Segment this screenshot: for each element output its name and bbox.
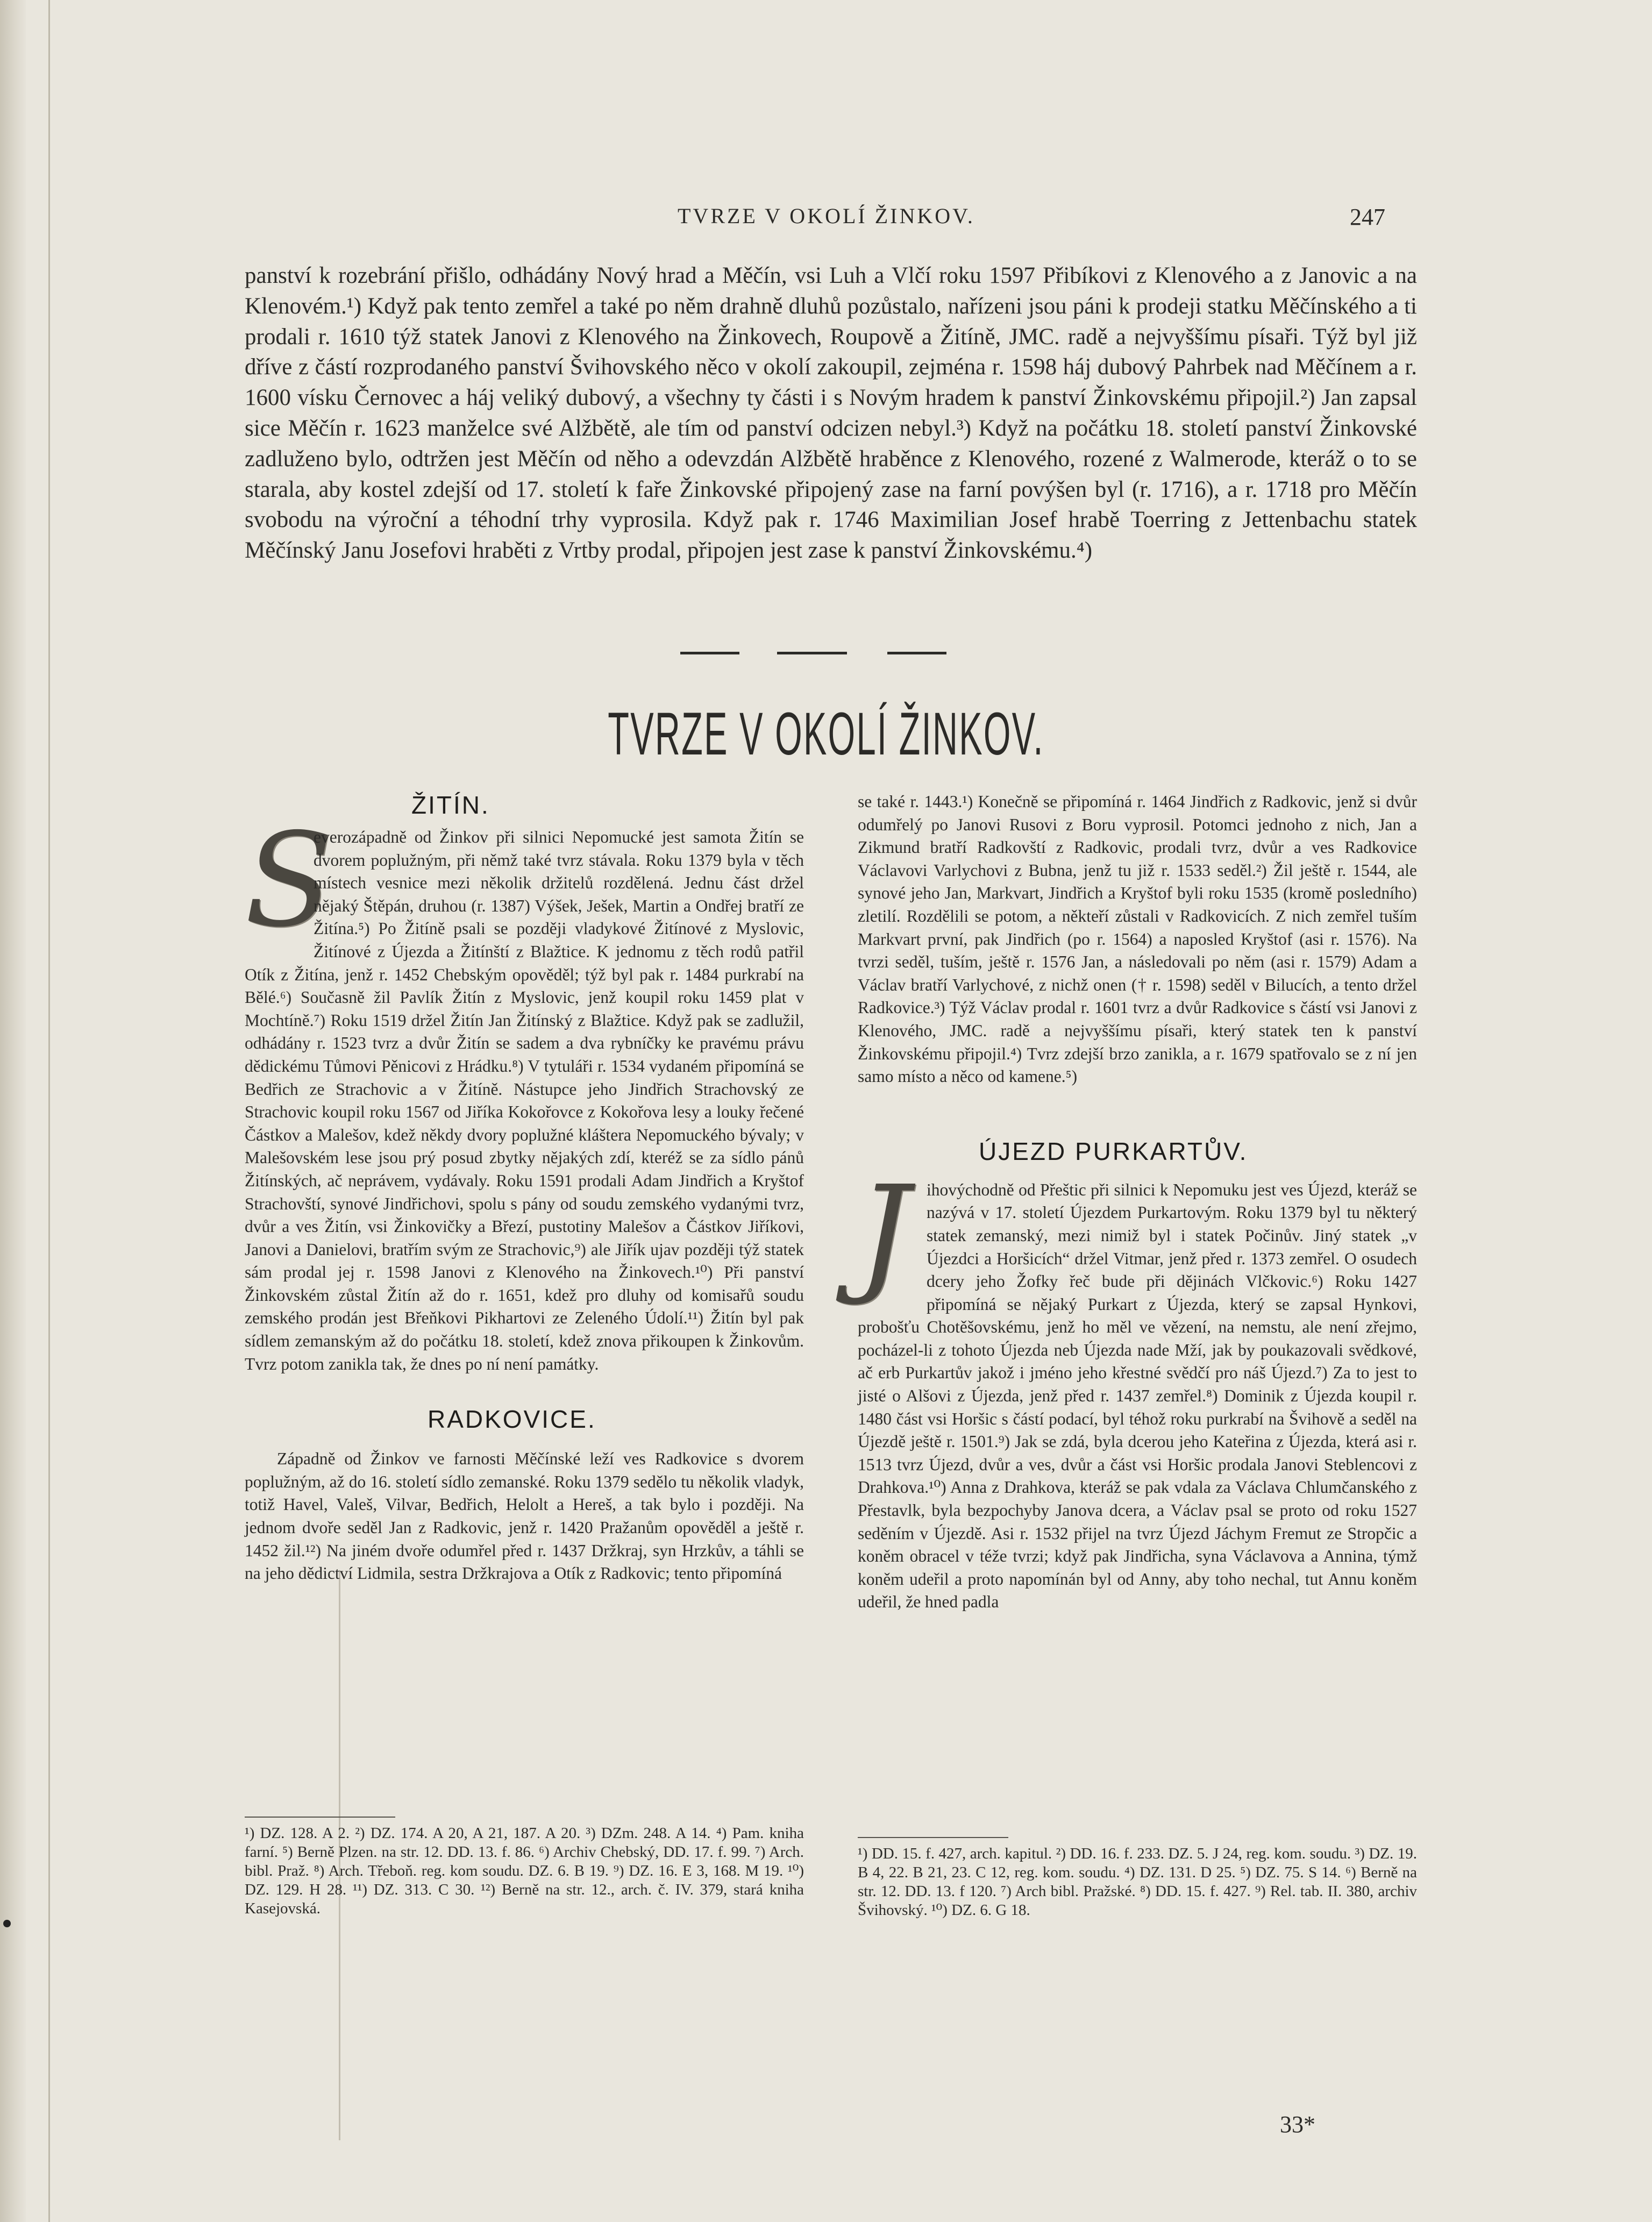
- footnote-rule-right: [858, 1837, 1008, 1838]
- intro-paragraph: panství k rozebrání přišlo, odhádány Nový hrad a Měčín, vsi Luh a Vlčí roku 1597 Přibíkovi z Klenového a z Janovic a na Klenovém.¹) Když pak tento zemřel a také po něm drahně dluhů pozůstalo, nařízeni jsou páni k prodeji statku Měčínského a ti prodali r. 1610 týž statek Janovi z Klenového na Žinkovech, Roupově a Žitíně, JMC. radě a nejvyššímu písaři. Týž byl již dříve z částí rozprodaného panství Švihovského něco v okolí zakoupil, zejména r. 1598 háj dubový Pahrbek nad Měčínem a r. 1600 vísku Černovec a háj veliký dubový, a všechny ty části i s Novým hradem k panství Žinkovskému připojil.²) Jan zapsal sice Měčín r. 1623 manželce své Alžbětě, ale tím od panství odcizen nebyl.³) Když na počátku 18. století panství Žinkovské zadluženo bylo, odtržen jest Měčín od něho a odevzdán Alžbětě hraběnce z Klenového, rozené z Walmerode, kteráž o to se starala, aby kostel zdejší od 17. století k faře Žinkovské připojený zase na farní povýšen byl (r. 1716), a r. 1718 pro Měčín svobodu na výroční a téhodní trhy vyprosila. Když pak r. 1746 Maximilian Josef hrabě Toerring z Jettenbachu statek Měčínský Janu Josefovi hraběti z Vrtby prodal, připojen jest zase k panství Žinkovskému.⁴): [245, 263, 1417, 564]
- footnotes-right: [858, 1837, 1417, 1920]
- section-heading-ujezd: ÚJEZD PURKARTŮV.: [979, 1137, 1248, 1165]
- section-text-ujezd: [858, 1157, 1417, 1614]
- zitin-body: everozápadně od Žinkov při silnici Nepomucké jest samota Žitín se dvorem poplužným, při němž také tvrz stávala. Roku 1379 byla v těch místech vesnice mezi několik držitelů rozdělená. Jednu část držel nějaký Štěpán, druhou (r. 1387) Výšek, Ješek, Martin a Ondřej bratří ze Žitína.⁵) Po Žitíně psali se později vladykové Žitínové z Myslovic, Žitínové z Újezda a Žitínští z Blažtice. K jednomu z těch rodů patřil Otík z Žitína, jenž r. 1452 Chebským opověděl; týž byl pak r. 1484 purkrabí na Bělé.⁶) Současně žil Pavlík Žitín z Myslovic, jenž koupil roku 1459 plat v Mochtíně.⁷) Roku 1519 držel Žitín Jan Žitínský z Blažtice. Když pak se zadlužil, odhádány r. 1523 tvrz a dvůr Žitín se sadem a dva rybníčky ke pravému právu dědickému Tůmovi Pěnicovi z Hrádku.⁸) V tytuláři r. 1534 vydaném připomíná se Bedřich ze Strachovic a v Žitíně. Nástupce jeho Jindřich Strachovský ze Strachovic koupil roku 1567 od Jiříka Kokořovce z Kokořova lesy a louky řečené Částkov a Malešov, kdež někdy dvory poplužné kláštera Nepomuckého bývaly; v Malešovském lese jsou prý posud zbytky nějakých zdí, kteréž se za sídlo pánů Žitínských, ač neprávem, vydávaly. Roku 1591 prodali Adam Jindřich a Kryštof Strachovští, synové Jindřichovi, spolu s pány od soudu zemského vydanými tvrz, dvůr a ves Žitín, vsi Žinkovičky a Březí, pustotiny Malešov a Částkov Jiříkovi, Janovi a Danielovi, bratřím svým ze Strachovic,⁹) ale Jiřík ujav později týž statek sám prodal jej r. 1598 Janovi z Klenového na Žinkovech.¹⁰) Při panství Žinkovském zůstal Žitín až do r. 1651, kdež pro dluhy od komisařů soudu zemského prodán jest Břeňkovi Pikhartovi ze Zeleného Údolí.¹¹) Žitín byl pak sídlem zemanským až do počátku 18. století, kdež znova přikoupen k Žinkovům. Tvrz potom zanikla tak, že dnes po ní není památky.: [245, 828, 804, 1373]
- section-text-radkovice: Západně od Žinkov ve farnosti Měčínské leží ves Radkovice s dvorem poplužným, až do 16. století sídlo zemanské. Roku 1379 sedělo tu několik vladyk, totiž Havel, Valeš, Vilvar, Bedřich, Helolt a Hereš, a tak bylo i později. Na jednom dvoře seděl Jan z Radkovic, jenž r. 1420 Pražanům opověděl a ještě r. 1452 žil.¹²) Na jiném dvoře odumřel před r. 1437 Držkraj, syn Hrzkův, a táhli se na jeho dědictví Lidmila, sestra Držkrajova a Otík z Radkovic; tento připomíná: [245, 1449, 804, 1583]
- separator-center: [777, 652, 847, 654]
- section-text-zitin: [245, 805, 804, 1376]
- edge-mark: [3, 1920, 11, 1927]
- main-title: TVRZE V OKOLÍ ŽINKOV.: [608, 700, 1044, 767]
- right-column: [858, 790, 1417, 1614]
- radkovice-continuation: se také r. 1443.¹) Konečně se připomíná r. 1464 Jindřich z Radkovic, jenž si dvůr odumřelý po Janovi Rusovi z Boru vyprosil. Potomci jednoho z nich, Jan a Zikmund bratří Radkovští z Radkovic, prodali tvrz, dvůr a ves Radkovice Václavovi Varlychovi z Bubna, jenž tu již r. 1533 seděl.²) Žil ještě r. 1544, ale synové jeho Jan, Markvart, Jindřich a Kryštof byli roku 1535 (kromě posledního) zletilí. Rozdělili se potom, a někteří zůstali v Radkovicích. Z nich zemřel tuším Markvart první, pak Jindřich (po r. 1564) a naposled Kryštof (asi r. 1576). Na tvrzi seděl, tuším, ještě r. 1576 Jan, a následovali po něm (asi r. 1579) Adam a Václav bratří Varlychové, z nichž onen († r. 1598) seděl v Bilucích, a tento držel Radkovice.³) Týž Václav prodal r. 1601 tvrz a dvůr Radkovice s částí vsi Janovi z Klenového, JMC. radě a nejvyššímu písaři, který statek ten k panství Žinkovskému připojil.⁴) Tvrz zdejší brzo zanikla, a r. 1679 spatřovalo se z ní jen samo místo a něco od kamene.⁵): [858, 792, 1417, 1086]
- book-gutter: [0, 0, 26, 2222]
- footnotes-left: [245, 1817, 804, 1918]
- dropcap-j: J: [858, 1157, 910, 1308]
- signature-mark: 33*: [1280, 2111, 1315, 2138]
- ujezd-body: ihovýchodně od Přeštic při silnici k Nepomuku jest ves Újezd, kteráž se nazývá v 17. století Újezdem Purkartovým. Roku 1379 byl tu některý statek zemanský, mezi nimiž byl i statek Počinův. Jiný statek „v Újezdci a Horšicích“ držel Vitmar, jenž před r. 1373 zemřel. O osudech dcery jeho Žofky řeč bude při dějinách Vlčkovic.⁶) Roku 1427 připomíná se nějaký Purkart z Újezda, který se zapsal Hynkovi, probošťu Chotěšovskému, jenž ho měl ve vězení, na nemstu, ale není zřejmo, pocházel-li z tohoto Újezda neb Újezda nade Mží, jak by poukazovali svědkové, ač erb Purkartův jakož i jméno jeho křestné svědčí pro náš Újezd.⁷) Za to jest to jisté o Alšovi z Újezda, jenž před r. 1437 zemřel.⁸) Dominik z Újezda koupil r. 1480 část vsi Horšic s částí podací, byl téhož roku purkrabí na Švihově a seděl na Újezdě ještě r. 1501.⁹) Jak se zdá, byla dcerou jeho Kateřina z Újezda, která asi r. 1513 tvrz Újezd, dvůr a ves, dvůr a část vsi Horšic prodala Janovi Steblencovi z Drahkova.¹⁰) Anna z Drahkova, kteráž se pak vdala za Václava Chlumčanského z Přestavlk, byla bezpochyby Janova dcera, a Václav psal se proto od roku 1527 seděním v Újezdě. Asi r. 1532 přijel na tvrz Újezd Jáchym Fremut ze Stropčic a koněm obracel v téže tvrzi; když pak Jindřicha, syna Václavova a Annina, týmž koněm udeřil a proto napomínán byl od Anny, aby toho nechal, tut Annu koněm udeřil, že hned padla: [858, 1180, 1417, 1612]
- spine-line: [48, 0, 50, 2222]
- dropcap-s: S: [245, 805, 333, 956]
- section-heading-radkovice: RADKOVICE.: [428, 1405, 596, 1434]
- footnote-rule-left: [245, 1817, 395, 1818]
- footnote-text-left: ¹) DZ. 128. A 2. ²) DZ. 174. A 20, A 21, 187. A 20. ³) DZm. 248. A 14. ⁴) Pam. kniha farní. ⁵) Berně Plzen. na str. 12. DD. 13. f. 86. ⁶) Archiv Chebský, DD. 17. f. 99. ⁷) Arch. bibl. Praž. ⁸) Arch. Třeboň. reg. kom soudu. DZ. 6. B 19. ⁹) DZ. 16. E 3, 168. M 19. ¹⁰) DZ. 129. H 28. ¹¹) DZ. 313. C 30. ¹²) Berně na str. 12., arch. č. IV. 379, stará kniha Kasejovská.: [245, 1825, 804, 1917]
- separator-left: [680, 652, 739, 654]
- running-title: TVRZE V OKOLÍ ŽINKOV.: [678, 204, 975, 228]
- footnote-text-right: ¹) DD. 15. f. 427, arch. kapitul. ²) DD. 16. f. 233. DZ. 5. J 24, reg. kom. soudu. ³) DZ. 19. B 4, 22. B 21, 23. C 12, reg. kom. soudu. ⁴) DZ. 131. D 25. ⁵) DZ. 75. S 14. ⁶) Berně na str. 12. DD. 13. f 120. ⁷) Arch bibl. Pražské. ⁸) DD. 15. f. 427. ⁹) Rel. tab. II. 380, archiv Švihovský. ¹⁰) DZ. 6. G 18.: [858, 1845, 1417, 1919]
- left-column: [245, 790, 804, 1585]
- page-number: 247: [1350, 204, 1385, 230]
- separator-right: [887, 652, 946, 654]
- section-heading-zitin: ŽITÍN.: [411, 791, 490, 819]
